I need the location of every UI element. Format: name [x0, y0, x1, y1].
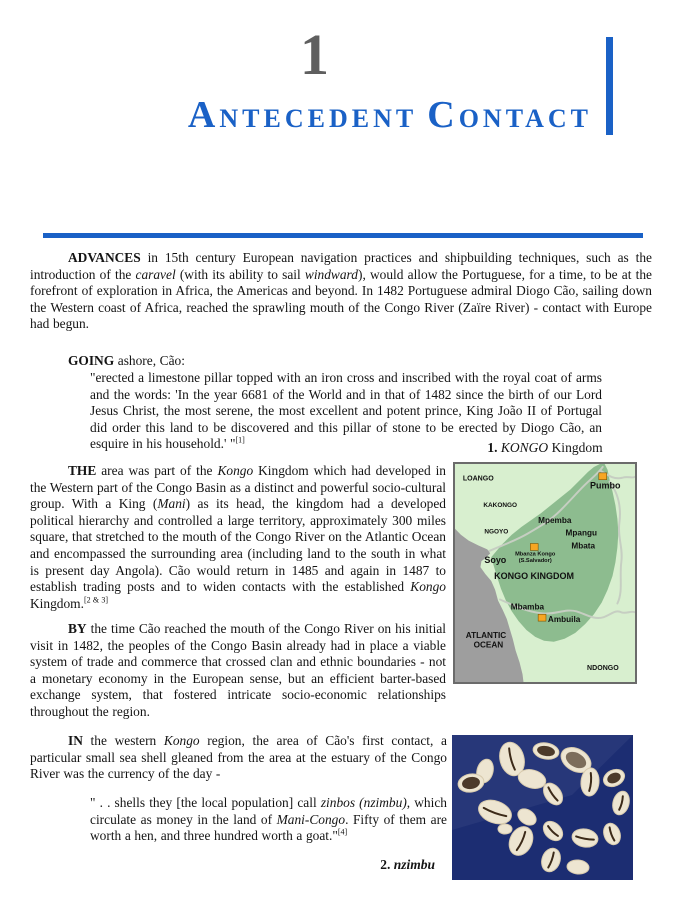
map-label-ocean: OCEAN	[473, 640, 504, 650]
paragraph-advances: ADVANCES in 15th century European navigation practices and shipbuilding techniques, such as the introduction of the caravel (with its ability to sail windward), would allow the Portuguese, for a time, to be at the forefront of exploration in Africa, the Americas and beyond. In 1482 Portuguese admiral Diogo Cão, sailing down the Western coast of Africa, reached the sprawling mouth of the Congo River (Zaïre River) - contact with Europe had begun.	[30, 250, 652, 332]
map-label-mpemba: Mpemba	[538, 515, 572, 525]
map-label-mbata: Mbata	[571, 541, 596, 551]
kongo-kingdom-map-svg	[455, 464, 635, 682]
paragraph-the-area: THE area was part of the Kongo Kingdom which had developed in the Western part of the Congo Basin as a distinct and powerful socio-cultural group. With a King (Mani) as its head, the kingdom had a developed political hierarchy and controlled a large territory, approximately 300 miles square, that stretched to the mouth of the Congo River on the Atlantic Ocean and encompassed the surrounding area (including land to the south in what is present day Angola). Cão would return in 1485 and again in 1487 to establish trading posts and to widen contacts with the established Kongo Kingdom.[2 & 3]	[30, 463, 447, 611]
map-label-pumbo: Pumbo	[590, 480, 621, 491]
map-label-kongo-kingdom: KONGO KINGDOM	[494, 570, 574, 581]
map-label-mbanza-kongo-line1: Mbanza Kongo	[515, 551, 556, 558]
page-title: ANTECEDENT CONTACT	[187, 94, 592, 136]
map-label-mbanza-kongo-line2: (S.Salvador)	[518, 558, 552, 565]
map-label-atlantic: ATLANTIC	[465, 630, 507, 640]
figure1-caption: 1. KONGO Kingdom	[487, 440, 603, 455]
title-vertical-bar	[606, 37, 613, 135]
map-label-mbamba: Mbamba	[510, 602, 545, 612]
paragraph-going-lead: GOING ashore, Cão:	[68, 353, 185, 368]
map-city-marker-ambuila	[538, 614, 546, 621]
cowrie-shell	[498, 824, 512, 834]
map-city-marker-mbanza-kongo	[530, 544, 538, 551]
paragraph-by-the-time: BY the time Cão reached the mouth of the Congo River on his initial visit in 1482, the peoples of the Congo Basin already had in place a viable system of trade and commerce that crossed clan and ethnic boundaries - not a monetary economy in the European sense, but an efficient barter-based exchange system, that fostered intricate socio-economic relationships throughout the region.	[30, 621, 446, 719]
chapter-number: 1	[300, 22, 329, 87]
paragraph-in-the-western: IN the western Kongo region, the area of Cão's first contact, a particular small sea shell gleaned from the area at the estuary of the Congo River was the currency of the day -	[30, 733, 447, 782]
blockquote-pillar: "erected a limestone pillar topped with an iron cross and inscribed with the royal coat of arms and the words: 'In the year 6681 of the World and in that of 1482 since the birth of our Lord Jesus Christ, the most serene, the most excellent and potent prince, King João II of Portugal did order this land to be discovered and this pillar of stone to be erected by Diogo Cão, an esquire in his household.' "[1]	[90, 370, 602, 452]
map-label-ndongo: NDONGO	[587, 665, 619, 673]
map-label-mpangu: Mpangu	[565, 528, 597, 538]
map-label-ngoyo: NGOYO	[484, 528, 509, 536]
map-city-marker-pumbo	[599, 473, 607, 480]
map-label-ambuila: Ambuila	[547, 615, 581, 625]
nzimbu-shells-photo	[452, 735, 633, 880]
nzimbu-shells-photo-svg	[452, 735, 633, 880]
kongo-kingdom-map	[453, 462, 637, 684]
map-label-kakongo: KAKONGO	[483, 502, 518, 510]
blockquote-shells: " . . shells they [the local population] call zinbos (nzimbu), which circulate as money in the land of Mani-Congo. Fifty of them are worth a hen, and three hundred worth a goat."[4]	[90, 795, 447, 844]
map-label-soyo: Soyo	[484, 555, 507, 566]
map-label-loango: LOANGO	[462, 475, 494, 483]
figure2-caption: 2. nzimbu	[380, 857, 435, 872]
title-horizontal-rule	[43, 233, 643, 238]
